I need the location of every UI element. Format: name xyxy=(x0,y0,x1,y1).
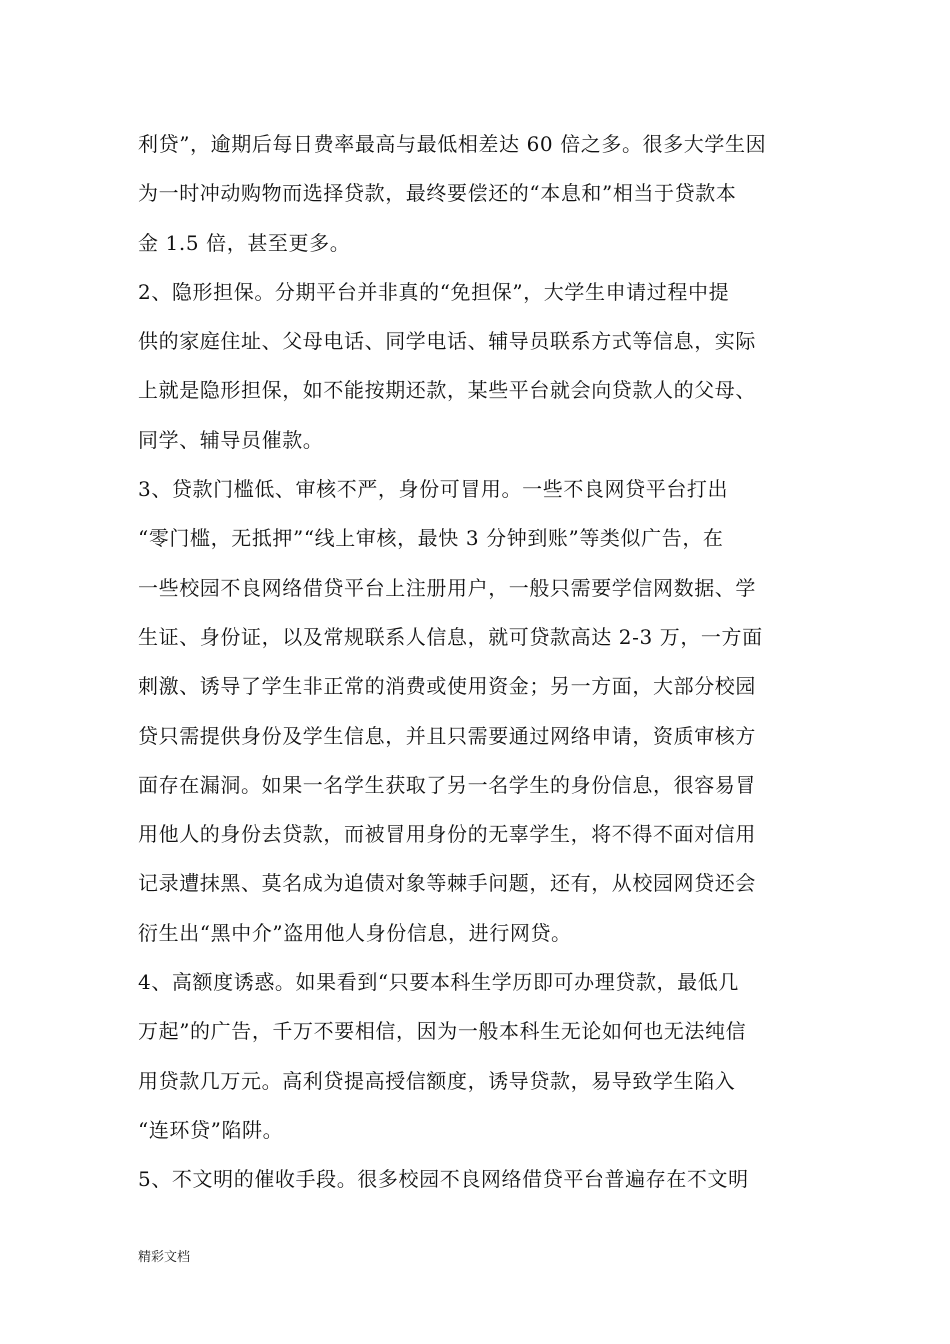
text-line: 衍生出“黑中介”盗用他人身份信息，进行网贷。 xyxy=(138,920,572,945)
text-line: 上就是隐形担保，如不能按期还款，某些平台就会向贷款人的父母、 xyxy=(138,378,756,403)
text-line: 贷只需提供身份及学生信息，并且只需要通过网络申请，资质审核方 xyxy=(138,723,756,748)
text-line: 供的家庭住址、父母电话、同学电话、辅导员联系方式等信息，实际 xyxy=(138,329,756,354)
text-line: 2、隐形担保。分期平台并非真的“免担保”，大学生申请过程中提 xyxy=(138,279,730,304)
page-footer: 精彩文档 xyxy=(138,1250,191,1265)
body-text xyxy=(138,120,818,1205)
text-line: 用贷款几万元。高利贷提高授信额度，诱导贷款，易导致学生陷入 xyxy=(138,1068,736,1093)
text-line: 面存在漏洞。如果一名学生获取了另一名学生的身份信息，很容易冒 xyxy=(138,772,756,797)
text-line: 利贷”，逾期后每日费率最高与最低相差达 60 倍之多。很多大学生因 xyxy=(138,132,767,156)
text-line: 3、贷款门槛低、审核不严，身份可冒用。一些不良网贷平台打出 xyxy=(138,477,729,502)
text-line: 一些校园不良网络借贷平台上注册用户，一般只需要学信网数据、学 xyxy=(138,575,756,600)
text-line: 万起”的广告，千万不要相信，因为一般本科生无论如何也无法纯信 xyxy=(138,1019,747,1044)
text-line: 金 1.5 倍，甚至更多。 xyxy=(138,230,351,255)
text-line: 生证、身份证，以及常规联系人信息，就可贷款高达 2-3 万，一方面 xyxy=(138,624,763,649)
text-line: 用他人的身份去贷款，而被冒用身份的无辜学生，将不得不面对信用 xyxy=(138,822,756,847)
text-line: 5、不文明的催收手段。很多校园不良网络借贷平台普遍存在不文明 xyxy=(138,1167,749,1192)
text-line: 刺激、诱导了学生非正常的消费或使用资金；另一方面，大部分校园 xyxy=(138,674,756,699)
text-line: 为一时冲动购物而选择贷款，最终要偿还的“本息和”相当于贷款本 xyxy=(138,181,737,206)
text-line: 4、高额度诱惑。如果看到“只要本科生学历即可办理贷款，最低几 xyxy=(138,970,739,995)
text-line: “连环贷”陷阱。 xyxy=(138,1117,284,1142)
text-line: “零门槛，无抵押”“线上审核，最快 3 分钟到账”等类似广告，在 xyxy=(138,526,724,551)
text-line: 同学、辅导员催款。 xyxy=(138,427,324,452)
text-line: 记录遭抹黑、莫名成为追债对象等棘手问题，还有，从校园网贷还会 xyxy=(138,871,756,896)
